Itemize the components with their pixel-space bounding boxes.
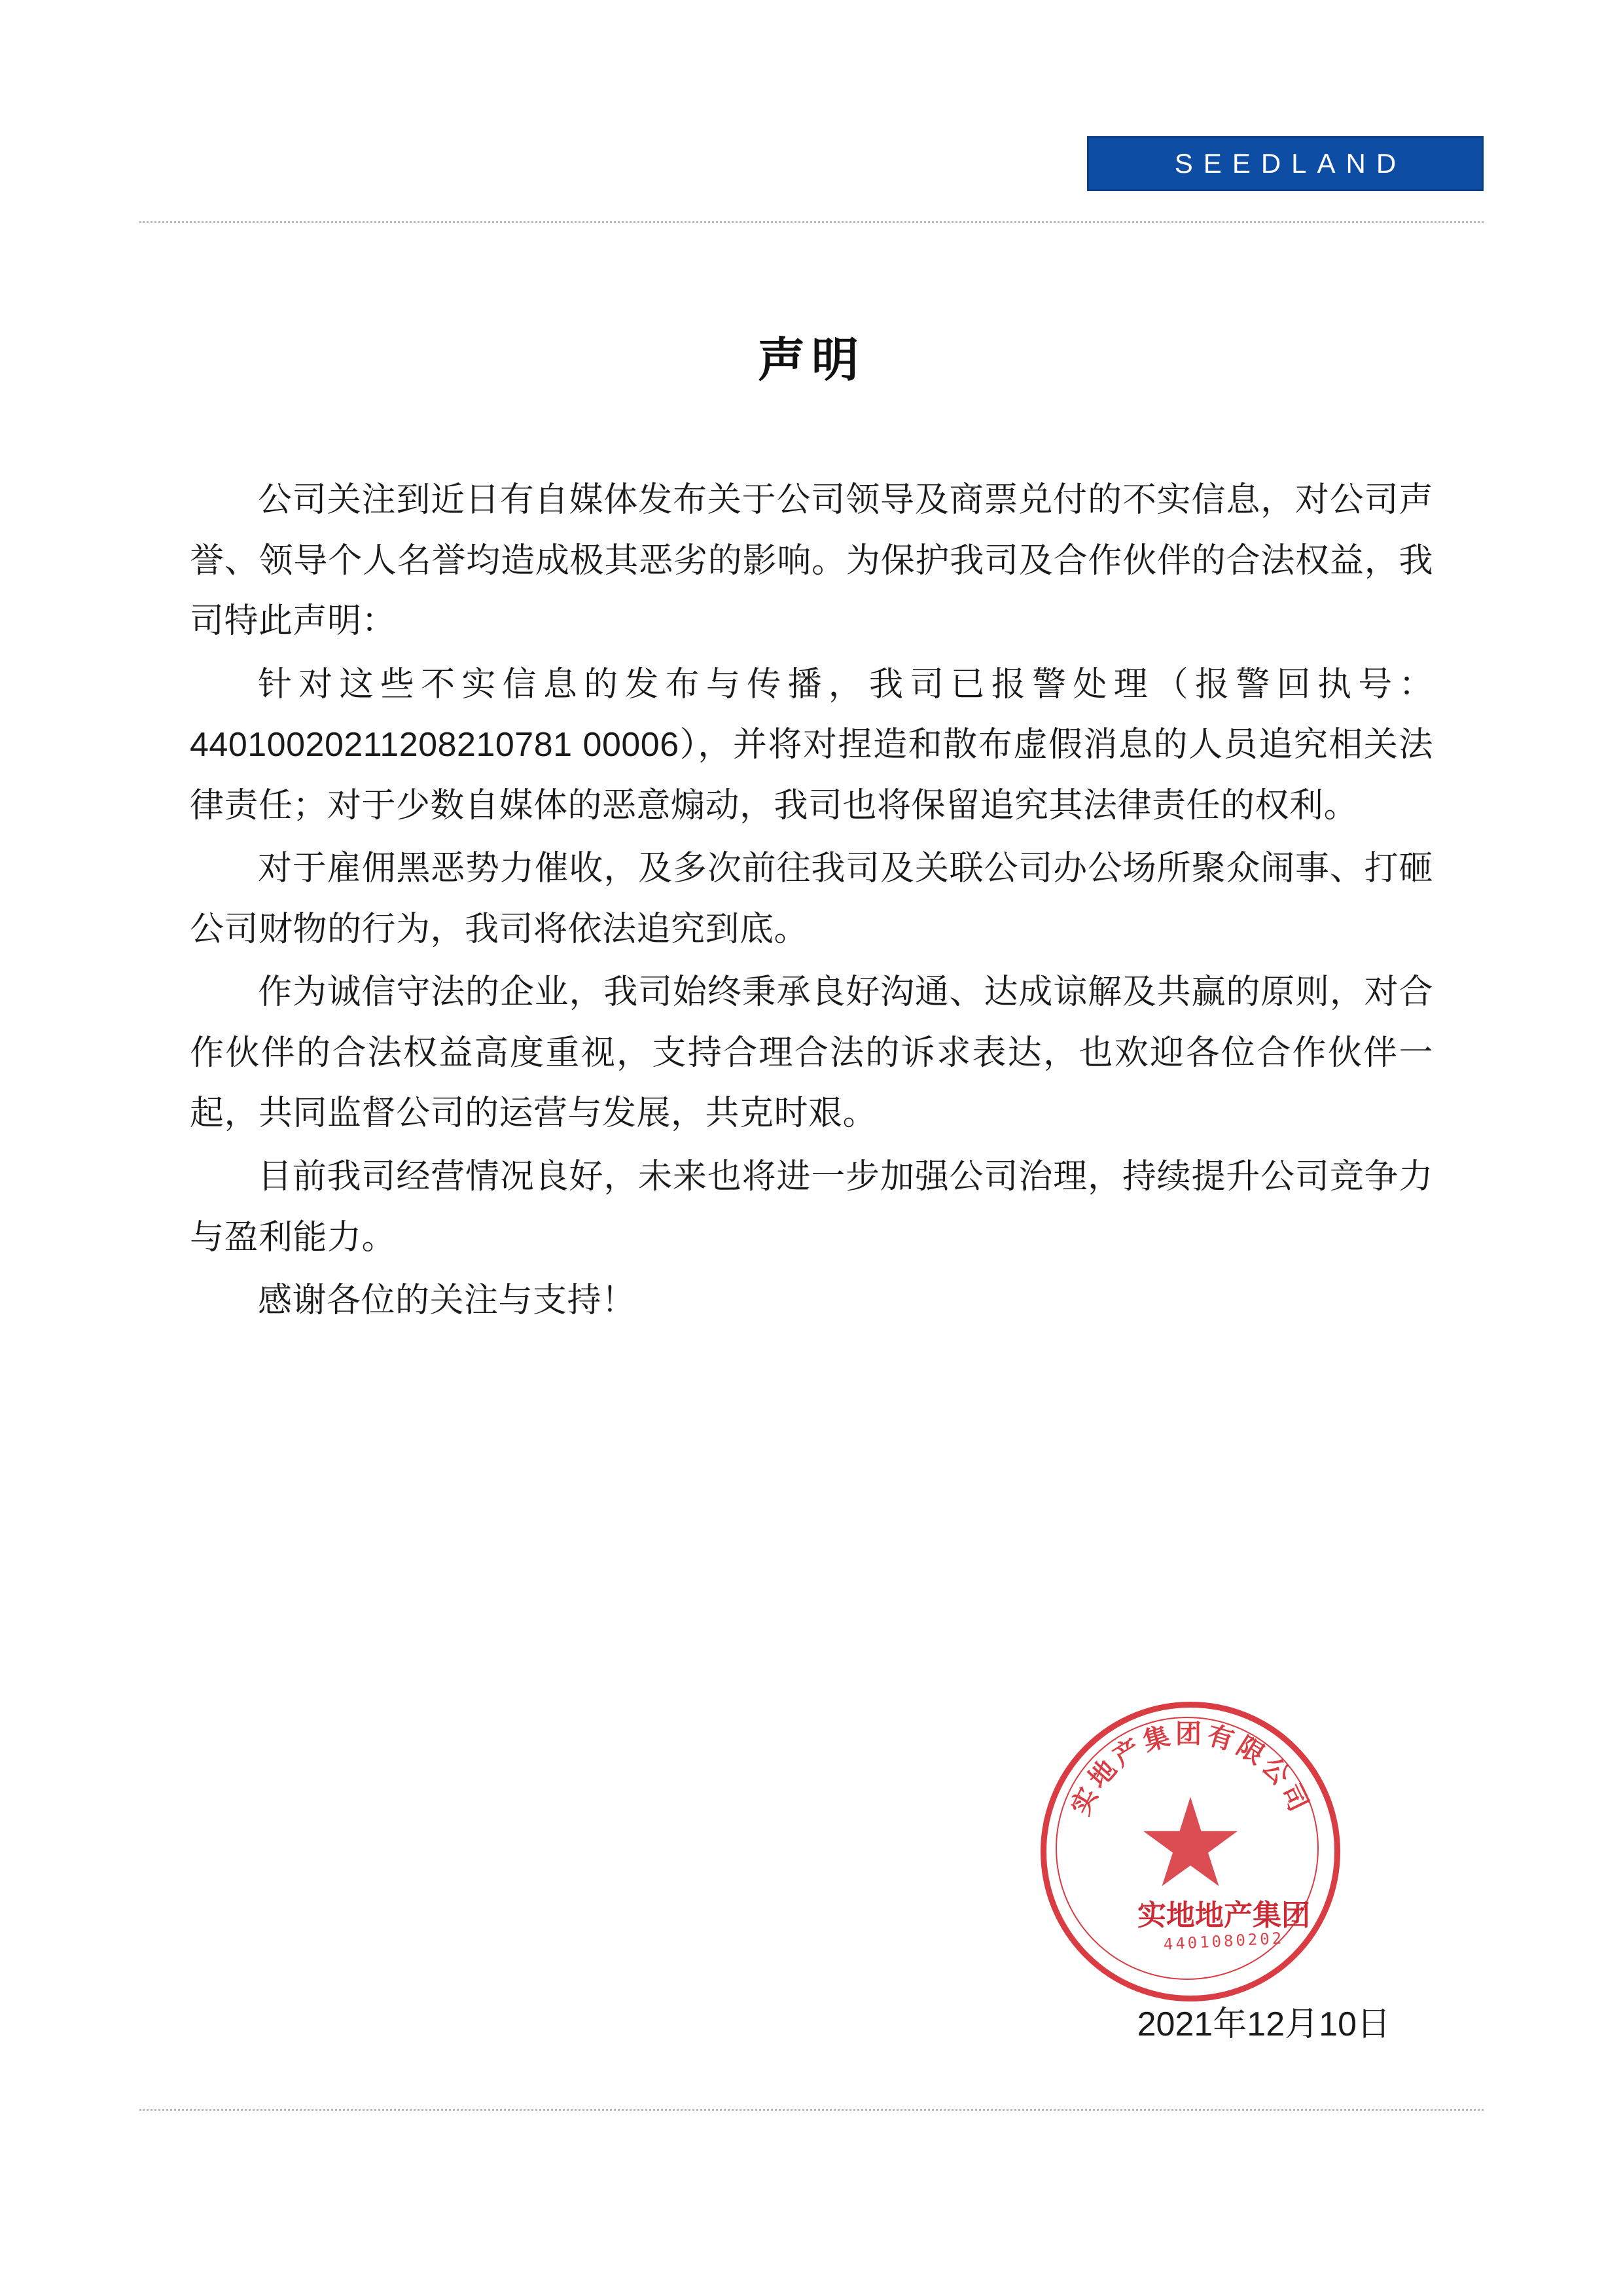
document-body bbox=[190, 470, 1433, 1334]
logo-text: SEEDLAND bbox=[1174, 148, 1407, 179]
seal-company-name: 实地地产集团 bbox=[1137, 1899, 1310, 1932]
seedland-logo bbox=[1087, 136, 1484, 191]
document-date: 2021年12月10日 bbox=[1137, 2005, 1391, 2043]
paragraph: 针对这些不实信息的发布与传播，我司已报警处理（报警回执号：44010020211208210781 00006），并将对捏造和散布虚假消息的人员追究相关法律责任；对于少数自媒体的恶意煽动，我司也将保留追究其法律责任的权利。 bbox=[190, 665, 1433, 825]
seal-arc-label: 实地产集团有限公司 bbox=[1065, 1719, 1315, 1820]
seal-outer-ring bbox=[1041, 1702, 1340, 2001]
paragraph: 公司关注到近日有自媒体发布关于公司领导及商票兑付的不实信息，对公司声誉、领导个人名誉均造成极其恶劣的影响。为保护我司及合作伙伴的合法权益，我司特此声明： bbox=[190, 481, 1433, 641]
paragraph: 目前我司经营情况良好，未来也将进一步加强公司治理，持续提升公司竞争力与盈利能力。 bbox=[190, 1158, 1433, 1257]
header-divider bbox=[139, 221, 1484, 223]
paragraph: 作为诚信守法的企业，我司始终秉承良好沟通、达成谅解及共赢的原则，对合作伙伴的合法权益高度重视，支持合理合法的诉求表达，也欢迎各位合作伙伴一起，共同监督公司的运营与发展，共克时艰。 bbox=[190, 973, 1433, 1133]
paragraph: 感谢各位的关注与支持！ bbox=[258, 1282, 636, 1320]
paragraph: 对于雇佣黑恶势力催收，及多次前往我司及关联公司办公场所聚众闹事、打砸公司财物的行为，我司将依法追究到底。 bbox=[190, 850, 1433, 948]
footer-divider bbox=[139, 2109, 1484, 2111]
page-header bbox=[0, 118, 1623, 203]
seal-code: 4401080202 bbox=[1163, 1929, 1285, 1954]
page-title: 声明 bbox=[757, 332, 865, 387]
